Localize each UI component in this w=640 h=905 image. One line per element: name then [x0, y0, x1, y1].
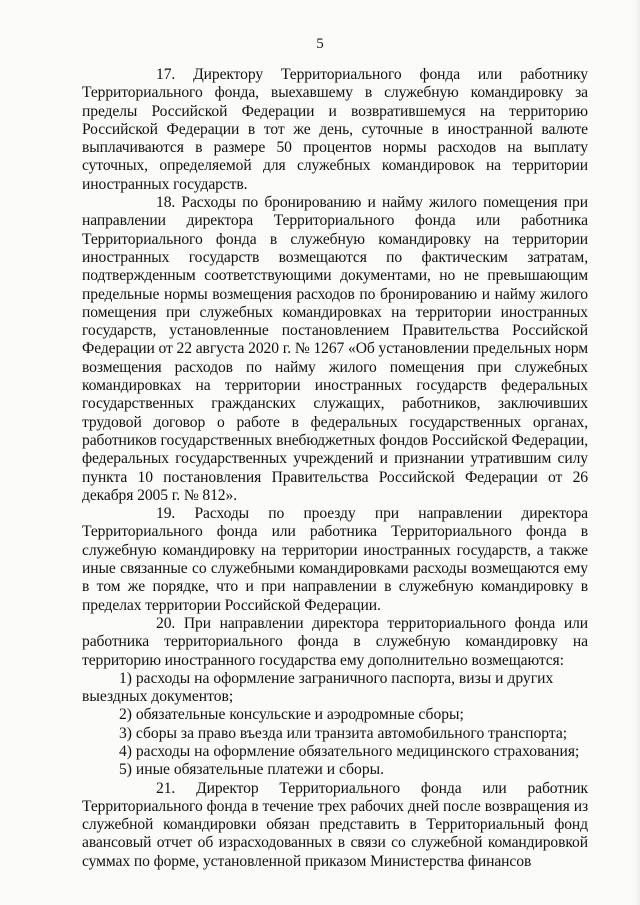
list-item: 3) сборы за право въезда или транзита автомобильного транспорта;	[119, 724, 568, 742]
paragraph-text: Расходы по проезду при направлении директора Территориального фонда или работника Территориального фонда в служебную командировку на территории иностранных государств, а также иные связанные со служебными командировками расходы возмещаются ему в том же порядке, что и при направлении в служебную командировку в пределах территории Российской Федерации.	[82, 505, 588, 614]
paragraph-number: 19.	[156, 505, 176, 523]
document-body	[82, 66, 588, 871]
paragraph-text: Директору Территориального фонда или работнику Территориального фонда, выехавшему в служебную командировку за пределы Российской Федерации и возвратившемуся на территорию Российской Федерации в тот же день, суточные в иностранной валюте выплачиваются в размере 50 процентов нормы расходов на выплату суточных, определяемой для служебных командировок на территории иностранных государств.	[82, 66, 588, 193]
paragraph-19	[82, 505, 588, 615]
scan-edge-shadow	[634, 0, 640, 905]
list-item: 4) расходы на оформление обязательного медицинского страхования;	[119, 742, 580, 760]
paragraph-21	[82, 780, 588, 871]
paragraph-text: Директор Территориального фонда или работник Территориального фонда в течение трех рабочих дней после возвращения из служебной командировки обязан представить в Территориальный фонд авансовый отчет об израсходованных в связи со служебной командировкой суммах по форме, установленной приказом Министерства финансов	[82, 779, 588, 870]
paragraph-number: 17.	[156, 66, 176, 83]
paragraph-17	[82, 66, 588, 194]
list-item: 1) расходы на оформление заграничного паспорта, визы и других выездных документов;	[82, 669, 554, 706]
paragraph-text: При направлении директора территориального фонда или работника территориального фонда в служебную командировку на территорию иностранного государства ему дополнительно возмещаются:	[82, 614, 588, 669]
paragraph-number: 21.	[156, 779, 176, 797]
paragraph-text: Расходы по бронированию и найму жилого помещения при направлении директора Территориального фонда или работника Территориального фонда в служебную командировку на территории иностранных государств возмещаются по фактическим затратам, подтвержденным соответствующими документами, но не превышающим предельные нормы возмещения расходов по бронированию и найму жилого помещения при служебных командировках на территории иностранных государств, установленные постановлением Правительства Российской Федерации от 22 августа 2020 г. № 1267 «Об установлении предельных норм возмещения расходов по найму жилого помещения при служебных командировках на территории иностранных государств федеральных государственных гражданских служащих, работников, заключивших трудовой договор о работе в федеральных государственных органах, работников государственных внебюджетных фондов Российской Федерации, федеральных государственных учреждений и признании утратившим силу пункта 10 постановления Правительства Российской Федерации от 26 декабря 2005 г. № 812».	[82, 194, 589, 504]
list-item: 5) иные обязательные платежи и сборы.	[119, 761, 384, 779]
paragraph-number: 20.	[156, 614, 176, 632]
list-item: 2) обязательные консульские и аэродромные сборы;	[119, 706, 464, 724]
paragraph-20	[82, 615, 588, 670]
page-number: 5	[316, 36, 324, 52]
paragraph-18	[82, 194, 588, 505]
paragraph-number: 18.	[156, 194, 176, 212]
